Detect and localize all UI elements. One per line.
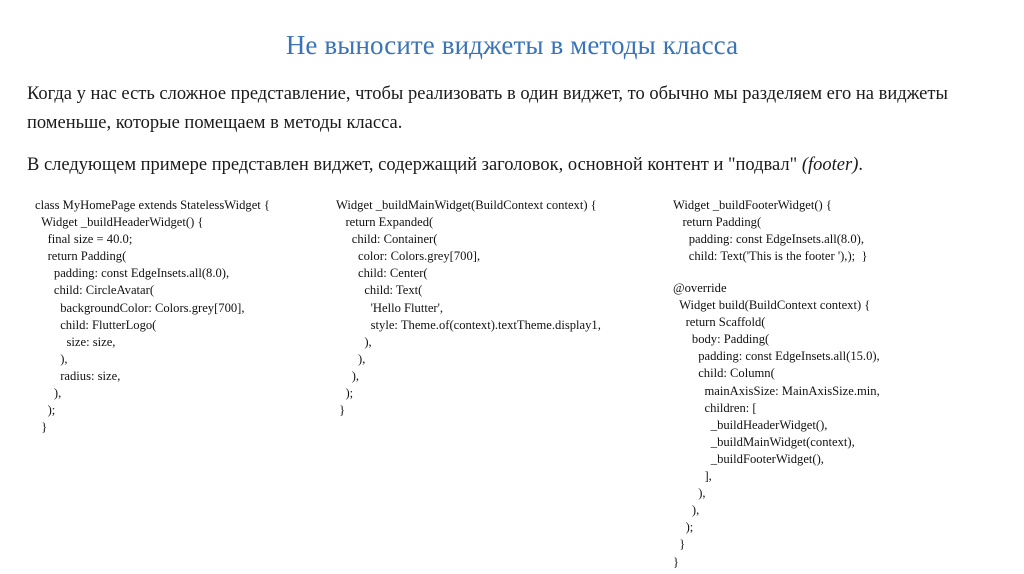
code-build-method: @override Widget build(BuildContext context) { return Scaffold( body: Padding( padding: const EdgeInsets.all(15.0), child: Column( mainAxisSize: MainAxisSize.min, children: [ _buildHeaderWidget(), _buildMainWidget(context), _buildFooterWidget(), ], ), ), ); } } [673,281,880,569]
example-paragraph-end: . [858,155,863,175]
example-paragraph-text: В следующем примере представлен виджет, содержащий заголовок, основной контент и "подвал" [27,155,802,175]
example-paragraph [27,151,987,180]
code-main-widget: Widget _buildMainWidget(BuildContext context) { return Expanded( child: Container( color: Colors.grey[700], child: Center( child: Text( 'Hello Flutter', style: Theme.of(context).textTheme.display1, ), ), ), ); } [336,198,601,418]
code-header-widget: class MyHomePage extends StatelessWidget { Widget _buildHeaderWidget() { final size = 40.0; return Padding( padding: const EdgeInsets.all(8.0), child: CircleAvatar( backgroundColor: Colors.grey[700], child: FlutterLogo( size: size, ), radius: size, ), ); } [35,198,270,435]
slide-title: Не выносите виджеты в методы класса [285,30,739,60]
code-footer-widget: Widget _buildFooterWidget() { return Padding( padding: const EdgeInsets.all(8.0), child: Text('This is the footer '),); } [673,198,868,264]
footer-term: (footer) [801,155,859,175]
intro-paragraph: Когда у нас есть сложное представление, чтобы реализовать в один виджет, то обычно мы разделяем его на виджеты поменьше, которые помещаем в методы класса. [27,84,948,133]
